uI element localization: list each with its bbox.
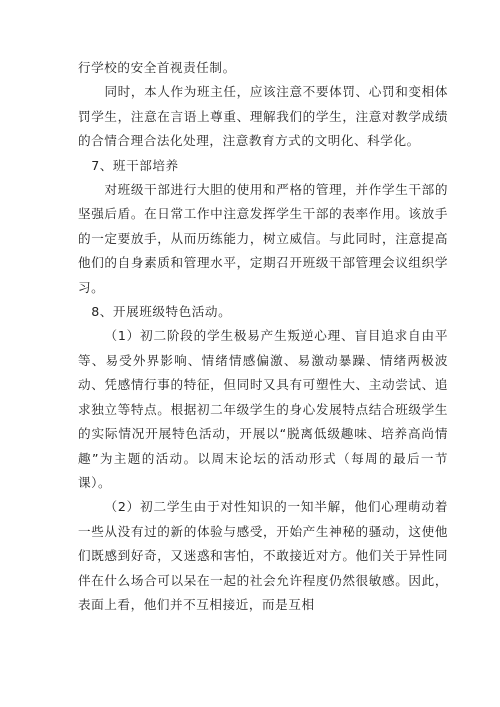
class-cadre-paragraph: 对班级干部进行大胆的使用和严格的管理，并作学生干部的坚强后盾。在日常工作中注意发挥学生干部的表率作用。该放手的一定要放手，从而历练能力，树立威信。与此同时，注意提高他们的自身素质和管理水平，定期召开班级干部管理会议组织学习。 bbox=[78, 182, 448, 295]
activity-paragraph-1: （1）初二阶段的学生极易产生叛逆心理、盲目追求自由平等、易受外界影响、情绪情感偏激、易激动暴躁、情绪两极波动、凭感情行事的特征，但同时又具有可塑性大、主动尝试、追求独立等特点。根据初二年级学生的身心发展特点结合班级学生的实际情况开展特色活动，开展以“脱离低级趣味、培养高尚情趣”为主题的活动。以周末论坛的活动形式（每周的最后一节课）。 bbox=[78, 328, 448, 490]
section-heading-7: 7、班干部培养 bbox=[91, 157, 179, 173]
section-heading-8: 8、开展班级特色活动。 bbox=[91, 304, 232, 320]
continuation-paragraph: 行学校的安全首视责任制。 bbox=[78, 60, 236, 75]
teacher-conduct-paragraph: 同时，本人作为班主任，应该注意不要体罚、心罚和变相体罚学生，注意在言语上尊重、理解我们的学生，注意对教学成绩的合情合理合法化处理，注意教育方式的文明化、科学化。 bbox=[78, 84, 448, 149]
activity-paragraph-2: （2）初二学生由于对性知识的一知半解，他们心理萌动着一些从没有过的新的体验与感受，开始产生神秘的骚动，这使他们既感到好奇，又迷惑和害怕，不敢接近对方。他们关于异性同伴在什么场合可以呆在一起的社会允许程度仍然很敏感。因此，表面上看，他们并不互相接近，而是互相 bbox=[78, 499, 448, 612]
